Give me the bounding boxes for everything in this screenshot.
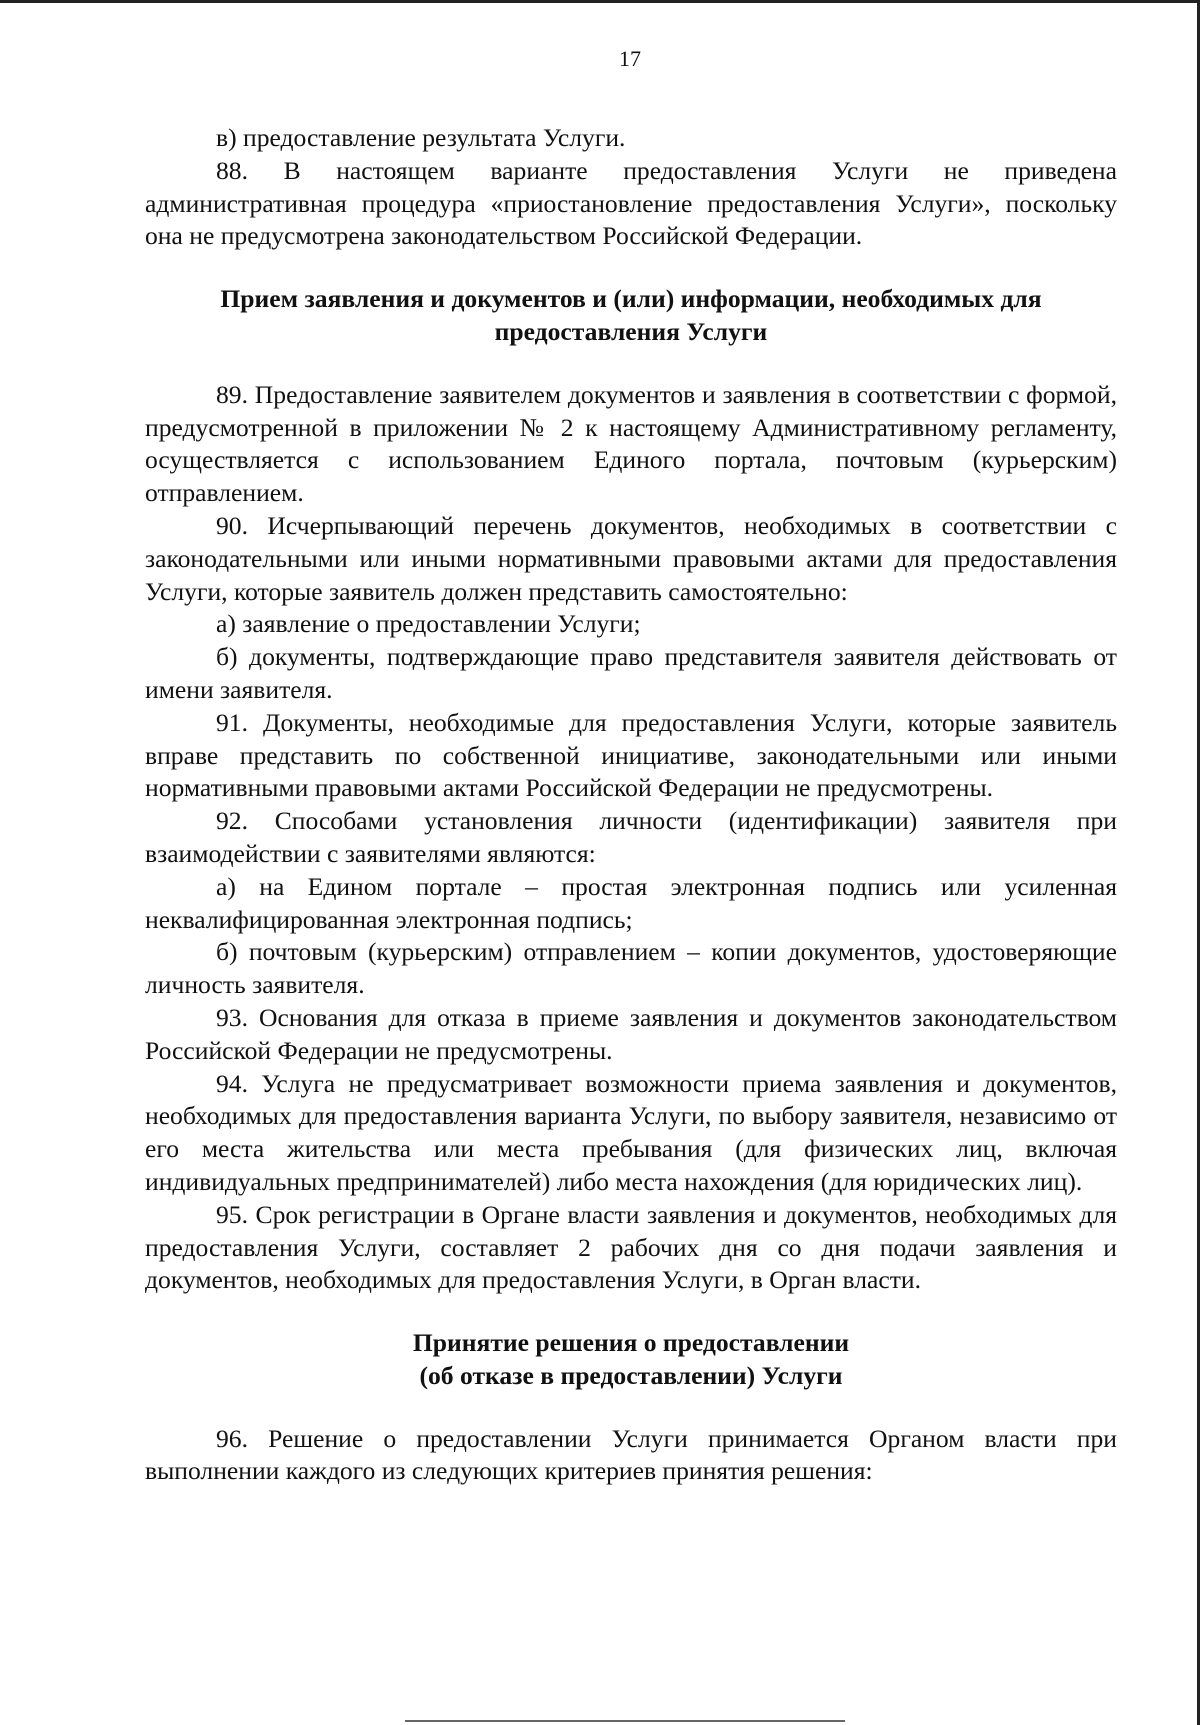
- paragraph-92: 92. Способами установления личности (идентификации) заявителя при взаимодействии с заявителями являются:: [145, 806, 1117, 868]
- paragraph-90-b: б) документы, подтверждающие право представителя заявителя действовать от имени заявителя.: [145, 642, 1117, 704]
- paragraph-93: 93. Основания для отказа в приеме заявления и документов законодательством Российской Федерации не предусмотрены.: [145, 1002, 1117, 1065]
- page-number: 17: [619, 46, 641, 71]
- section-heading-decision-line-1: Принятие решения о предоставлении: [412, 1328, 850, 1358]
- paragraph-92-b: б) почтовым (курьерским) отправлением – копии документов, удостоверяющие личность заявителя.: [145, 937, 1117, 1000]
- paragraph-94: 94. Услуга не предусматривает возможности приема заявления и документов, необходимых для предоставления варианта Услуги, по выбору заявителя, независимо от его места жительства или места пребывания (для физических лиц, включая индивидуальных предпринимателей) либо места нахождения (для юридических лиц).: [145, 1068, 1117, 1196]
- section-heading-decision: [145, 1327, 1117, 1393]
- section-heading-reception: Прием заявления и документов и (или) информации, необходимых для предоставления Услуги: [220, 284, 1042, 346]
- paragraph-90: 90. Исчерпывающий перечень документов, необходимых в соответствии с законодательными или иными нормативными правовыми актами для предоставления Услуги, которые заявитель должен представить самостоятельно:: [145, 510, 1117, 606]
- paragraph-88: 88. В настоящем варианте предоставления Услуги не приведена административная процедура «приостановление предоставления Услуги», поскольку она не предусмотрена законодательством Российской Федерации.: [145, 155, 1117, 251]
- paragraph-90-a: а) заявление о предоставлении Услуги;: [216, 609, 641, 639]
- paragraph-89: 89. Предоставление заявителем документов и заявления в соответствии с формой, предусмотренной в приложении № 2 к настоящему Административному регламенту, осуществляется с использованием Единого портала, почтовым (курьерским) отправлением.: [145, 379, 1117, 508]
- paragraph-91: 91. Документы, необходимые для предоставления Услуги, которые заявитель вправе представить по собственной инициативе, законодательными или иными нормативными правовыми актами Российской Федерации не предусмотрены.: [145, 707, 1117, 803]
- paragraph-95: 95. Срок регистрации в Органе власти заявления и документов, необходимых для предоставления Услуги, составляет 2 рабочих дня со дня подачи заявления и документов, необходимых для предоставления Услуги, в Орган власти.: [145, 1199, 1117, 1295]
- scan-bottom-line: [405, 1720, 845, 1722]
- document-body: [145, 122, 1117, 1488]
- scan-edge-top: [0, 0, 1200, 3]
- paragraph-list-item-v: в) предоставление результата Услуги.: [216, 123, 626, 152]
- paragraph-92-a: а) на Едином портале – простая электронная подпись или усиленная неквалифицированная электронная подпись;: [145, 871, 1117, 934]
- section-heading-decision-line-2: (об отказе в предоставлении) Услуги: [419, 1360, 843, 1390]
- paragraph-96: 96. Решение о предоставлении Услуги принимается Органом власти при выполнении каждого из следующих критериев принятия решения:: [145, 1423, 1117, 1486]
